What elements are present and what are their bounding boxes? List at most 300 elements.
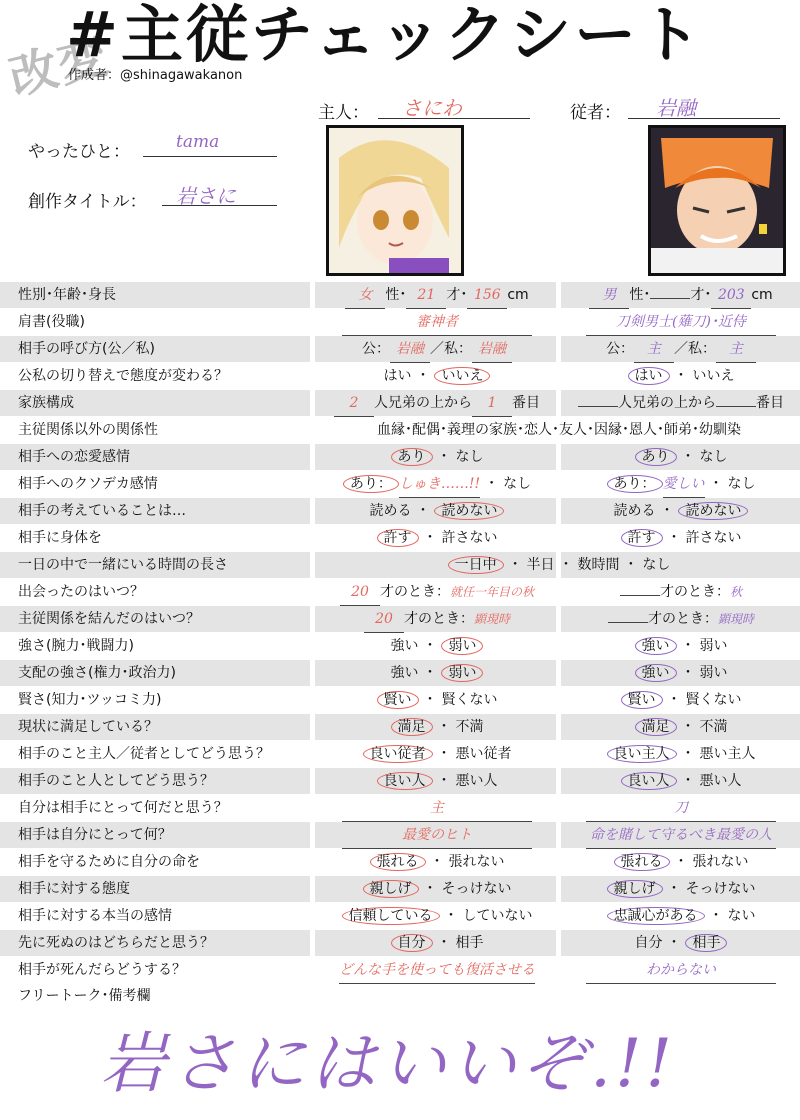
servant-answer — [562, 930, 800, 956]
master-answer — [318, 930, 556, 956]
servant-answer — [562, 822, 800, 848]
option: 自分 — [634, 935, 663, 951]
question-label: 相手を守るために自分の命を — [18, 854, 200, 870]
servant-portrait — [648, 125, 786, 276]
free-talk-label: フリートーク･備考欄 — [18, 988, 151, 1004]
master-answer — [318, 660, 556, 686]
question-label: 相手のこと人としてどう思う？ — [18, 773, 214, 789]
question-label: 支配の強さ(権力･政治力) — [18, 665, 176, 681]
author-credit: 作成者：@shinagawakanon — [68, 68, 243, 83]
answer-text: 性･ — [629, 287, 651, 303]
table-row — [0, 930, 800, 956]
separator-dot: ・ — [437, 773, 451, 789]
column-divider — [556, 336, 561, 362]
answer-text: どんな手を使っても復活させる — [339, 957, 535, 984]
circled-option: 親しげ — [607, 880, 663, 898]
circled-option: 強い — [635, 664, 677, 682]
circled-option: 親しげ — [363, 880, 419, 898]
table-row — [0, 390, 800, 416]
master-answer — [318, 363, 556, 389]
shared-answer — [318, 417, 800, 443]
column-divider — [310, 849, 315, 875]
separator-dot: ・ — [437, 935, 451, 951]
option: 強い — [390, 665, 419, 681]
master-answer — [318, 876, 556, 902]
option: 弱い — [699, 638, 728, 654]
column-divider — [310, 525, 315, 551]
column-divider — [310, 930, 315, 956]
question-label: 公私の切り替えで態度が変わる？ — [18, 368, 228, 384]
master-answer — [318, 498, 556, 524]
table-row — [0, 822, 800, 848]
master-answer — [318, 606, 556, 632]
question-label: 相手へのクソデカ感情 — [18, 476, 158, 492]
master-answer — [318, 444, 556, 470]
servant-answer — [562, 903, 800, 929]
servant-label: 従者： — [570, 103, 621, 123]
servant-answer — [562, 579, 800, 605]
master-answer — [318, 714, 556, 740]
column-divider — [310, 687, 315, 713]
master-answer — [318, 741, 556, 767]
table-row — [0, 741, 800, 767]
sex-value: 女 — [345, 282, 385, 309]
doer-name: tama — [176, 132, 220, 152]
column-divider — [556, 471, 561, 497]
answer-text: 才･ — [690, 287, 712, 303]
note-value: 秋 — [729, 585, 742, 599]
circled-option: 良い人 — [621, 772, 677, 790]
separator-dot: ・ — [430, 854, 444, 870]
servant-underline — [628, 96, 780, 119]
master-answer — [318, 822, 556, 848]
answer-text: cm — [507, 287, 529, 303]
question-label: 強さ(腕力･戦闘力) — [18, 638, 134, 654]
answer-text: 才のとき： — [379, 584, 450, 600]
column-divider — [310, 957, 315, 983]
circled-option: 読めない — [434, 502, 504, 520]
answer-text: 才のとき： — [659, 584, 730, 600]
option: はい — [383, 368, 412, 384]
column-divider — [310, 660, 315, 686]
table-row — [0, 417, 800, 443]
servant-answer — [562, 471, 800, 497]
separator-dot: ・ — [437, 449, 451, 465]
circled-option: はい — [628, 367, 670, 385]
table-row — [0, 606, 800, 632]
column-divider — [556, 876, 561, 902]
servant-answer — [562, 768, 800, 794]
question-label: 性別･年齢･身長 — [18, 287, 116, 303]
column-divider — [556, 633, 561, 659]
question-label: 家族構成 — [18, 395, 74, 411]
servant-answer — [562, 849, 800, 875]
answer-text: 主 — [342, 795, 532, 822]
answer-text: 才･ — [446, 287, 468, 303]
separator-dot: ・ — [667, 692, 681, 708]
column-divider — [556, 795, 561, 821]
table-row — [0, 687, 800, 713]
column-divider — [556, 714, 561, 740]
column-divider — [556, 444, 561, 470]
table-row — [0, 795, 800, 821]
circled-option: あり — [391, 448, 433, 466]
separator-dot: ・ — [437, 719, 451, 735]
question-label: 主従関係以外の関係性 — [18, 422, 158, 438]
question-label: 相手は自分にとって何？ — [18, 827, 172, 843]
separator-dot: ・ — [416, 368, 430, 384]
column-divider — [310, 309, 315, 335]
column-divider — [310, 471, 315, 497]
column-divider — [556, 282, 561, 308]
table-row — [0, 471, 800, 497]
table-row — [0, 660, 800, 686]
answer-text: 刀 — [586, 795, 776, 822]
table-row — [0, 633, 800, 659]
separator-dot: ・ — [681, 638, 695, 654]
column-divider — [310, 579, 315, 605]
work-title-label: 創作タイトル： — [28, 192, 147, 212]
circled-option: 賢い — [377, 691, 419, 709]
column-divider — [556, 930, 561, 956]
separator-dot: ・ — [709, 476, 723, 492]
column-divider — [556, 390, 561, 416]
table-row — [0, 957, 800, 983]
question-label: 相手に身体を — [18, 530, 102, 546]
free-talk-text: 岩さにはいいぞ.!! — [100, 1025, 677, 1102]
servant-answer — [562, 282, 800, 308]
question-label: 相手の呼び方(公／私) — [18, 341, 155, 357]
height-value: 156 — [467, 282, 507, 309]
separator-dot: ・ — [559, 557, 573, 573]
column-divider — [556, 606, 561, 632]
column-divider — [310, 741, 315, 767]
answer-text: 愛しい — [663, 471, 705, 498]
answer-text: 岩融 — [390, 336, 430, 363]
option: 読める — [369, 503, 412, 519]
table-row — [0, 768, 800, 794]
separator-dot: ・ — [681, 449, 695, 465]
option: 悪い主人 — [699, 746, 756, 762]
column-divider — [556, 363, 561, 389]
separator-dot: ・ — [423, 881, 437, 897]
separator-dot: ・ — [484, 476, 499, 492]
separator-dot: ・ — [667, 935, 681, 951]
column-divider — [310, 444, 315, 470]
answer-text: 才のとき： — [403, 611, 474, 627]
servant-answer — [562, 660, 800, 686]
circled-option: 忠誠心がある — [607, 907, 705, 925]
circled-option: 良い従者 — [363, 745, 433, 763]
servant-answer — [562, 309, 800, 335]
servant-answer — [562, 606, 800, 632]
column-divider — [310, 336, 315, 362]
separator-dot: ・ — [709, 908, 723, 924]
master-answer — [318, 687, 556, 713]
column-divider — [310, 876, 315, 902]
servant-answer — [562, 444, 800, 470]
separator-dot: ・ — [681, 746, 695, 762]
separator-dot: ・ — [508, 557, 523, 573]
separator-dot: ・ — [667, 530, 681, 546]
servant-answer — [562, 714, 800, 740]
relation-options: 血縁･配偶･義理の家族･恋人･友人･因縁･恩人･師弟･幼馴染 — [377, 422, 741, 438]
answer-text: 公： — [606, 341, 634, 357]
question-label: 相手に対する本当の感情 — [18, 908, 172, 924]
column-divider — [556, 687, 561, 713]
column-divider — [310, 633, 315, 659]
age-value: 21 — [406, 282, 446, 309]
option: なし — [699, 449, 728, 465]
option: 張れない — [448, 854, 505, 870]
master-portrait — [326, 125, 464, 276]
option: 不満 — [699, 719, 728, 735]
circled-option: 信頼している — [342, 907, 440, 925]
servant-answer — [562, 687, 800, 713]
circled-option: 満足 — [391, 718, 433, 736]
column-divider — [310, 498, 315, 524]
column-divider — [556, 768, 561, 794]
servant-answer — [562, 390, 800, 416]
column-divider — [556, 498, 561, 524]
separator-dot: ・ — [423, 638, 437, 654]
column-divider — [556, 660, 561, 686]
note-value: 就任一年目の秋 — [449, 585, 534, 599]
circled-option: 弱い — [441, 664, 483, 682]
circled-option: 弱い — [441, 637, 483, 655]
master-answer — [318, 309, 556, 335]
master-answer — [318, 336, 556, 362]
separator-dot: ・ — [423, 530, 437, 546]
question-label: 現状に満足している？ — [18, 719, 158, 735]
question-label: 相手の考えていることは… — [18, 503, 186, 519]
option: 強い — [390, 638, 419, 654]
option: そっけない — [441, 881, 512, 897]
master-portrait-image — [329, 128, 461, 273]
option: 賢くない — [441, 692, 498, 708]
option: 許さない — [685, 530, 742, 546]
option: 賢くない — [685, 692, 742, 708]
servant-answer — [562, 876, 800, 902]
answer-text: 1 — [472, 390, 512, 417]
circled-option: 相手 — [685, 934, 727, 952]
separator-dot: ・ — [423, 665, 437, 681]
modified-stamp: 改変 — [3, 27, 115, 107]
servant-answer — [562, 363, 800, 389]
answer-text: 番目 — [512, 395, 540, 411]
note-value: 顕現時 — [717, 612, 754, 626]
question-label: 相手が死んだらどうする？ — [18, 962, 186, 978]
servant-portrait-image — [651, 128, 783, 273]
master-answer — [318, 471, 556, 497]
question-label: 肩書(役職) — [18, 314, 85, 330]
separator-dot: ・ — [681, 719, 695, 735]
answer-text: 刀剣男士(薙刀)･近侍 — [586, 309, 776, 336]
age-value — [650, 298, 690, 299]
option: 悪い人 — [699, 773, 742, 789]
servant-answer — [562, 525, 800, 551]
option: 弱い — [699, 665, 728, 681]
answer-text — [620, 595, 660, 596]
column-divider — [556, 903, 561, 929]
circled-option: いいえ — [434, 367, 490, 385]
question-label: 先に死ぬのはどちらだと思う？ — [18, 935, 214, 951]
separator-dot: ・ — [681, 665, 695, 681]
circled-option: あり： — [343, 475, 399, 493]
column-divider — [556, 741, 561, 767]
option: そっけない — [685, 881, 756, 897]
answer-text — [608, 622, 648, 623]
answer-text: 20 — [364, 606, 404, 633]
separator-dot: ・ — [667, 881, 681, 897]
doer-label: やったひと： — [28, 142, 130, 162]
column-divider — [310, 768, 315, 794]
table-row — [0, 579, 800, 605]
separator-dot: ・ — [416, 503, 430, 519]
option: 読める — [613, 503, 656, 519]
master-answer — [318, 957, 556, 983]
table-row — [0, 444, 800, 470]
height-value: 203 — [711, 282, 751, 309]
sex-value: 男 — [589, 282, 629, 309]
column-divider — [310, 363, 315, 389]
circled-option: 張れる — [370, 853, 426, 871]
separator-dot: ・ — [444, 908, 458, 924]
separator-dot: ・ — [437, 746, 451, 762]
question-label: 相手への恋愛感情 — [18, 449, 130, 465]
question-label: 一日の中で一緒にいる時間の長さ — [18, 557, 228, 573]
separator-dot: ・ — [674, 854, 688, 870]
circled-option: 張れる — [614, 853, 670, 871]
master-answer — [318, 282, 556, 308]
answer-text: 番目 — [756, 395, 784, 411]
answer-text: 公： — [362, 341, 390, 357]
table-row — [0, 309, 800, 335]
circled-option: 良い主人 — [607, 745, 677, 763]
page-title: #主従チェックシート — [66, 0, 705, 71]
servant-answer — [562, 336, 800, 362]
master-label: 主人： — [318, 103, 369, 123]
table-row — [0, 552, 800, 578]
answer-text: ／私： — [430, 341, 472, 357]
column-divider — [310, 822, 315, 848]
column-divider — [310, 714, 315, 740]
circled-option: 許す — [377, 529, 419, 547]
servant-name: 岩融 — [656, 96, 696, 120]
answer-text — [578, 406, 618, 407]
column-divider — [556, 525, 561, 551]
column-divider — [556, 579, 561, 605]
column-divider — [556, 957, 561, 983]
option: 張れない — [692, 854, 749, 870]
separator-dot: ・ — [681, 773, 695, 789]
answer-text: 最愛のヒト — [342, 822, 532, 849]
separator-dot: ・ — [623, 557, 638, 573]
option: 不満 — [455, 719, 484, 735]
answer-text: 人兄弟の上から — [374, 395, 472, 411]
table-row — [0, 498, 800, 524]
servant-answer — [562, 633, 800, 659]
option: 許さない — [441, 530, 498, 546]
answer-text: 性･ — [385, 287, 407, 303]
table-row — [0, 903, 800, 929]
option: なし — [455, 449, 484, 465]
table-row — [0, 876, 800, 902]
separator-dot: ・ — [423, 692, 437, 708]
note-value: 顕現時 — [473, 612, 510, 626]
column-divider — [556, 849, 561, 875]
shared-answer — [318, 552, 800, 578]
answer-text: しゅき……!! — [399, 471, 480, 498]
column-divider — [310, 903, 315, 929]
question-label: 賢さ(知力･ツッコミ力) — [18, 692, 162, 708]
answer-text: 主 — [634, 336, 674, 363]
table-row — [0, 336, 800, 362]
circled-option: 許す — [621, 529, 663, 547]
option: 半日 — [526, 557, 555, 573]
question-label: 出会ったのはいつ？ — [18, 584, 144, 600]
circled-option: 一日中 — [448, 556, 504, 574]
answer-text: cm — [751, 287, 773, 303]
circled-option: 賢い — [621, 691, 663, 709]
option: なし — [642, 557, 671, 573]
master-answer — [318, 390, 556, 416]
separator-dot: ・ — [674, 368, 688, 384]
answer-text: ／私： — [674, 341, 716, 357]
column-divider — [310, 552, 315, 578]
table-row — [0, 525, 800, 551]
circled-option: 読めない — [678, 502, 748, 520]
option: 悪い人 — [455, 773, 498, 789]
option: 悪い従者 — [455, 746, 512, 762]
servant-answer — [562, 498, 800, 524]
table-row — [0, 363, 800, 389]
column-divider — [556, 822, 561, 848]
answer-text — [716, 406, 756, 407]
answer-text: 2 — [334, 390, 374, 417]
master-answer — [318, 579, 556, 605]
circled-option: 自分 — [391, 934, 433, 952]
circled-option: 強い — [635, 637, 677, 655]
work-title: 岩さに — [176, 184, 236, 208]
question-label: 自分は相手にとって何だと思う？ — [18, 800, 228, 816]
question-label: 相手に対する態度 — [18, 881, 130, 897]
question-label: 主従関係を結んだのはいつ？ — [18, 611, 200, 627]
column-divider — [310, 390, 315, 416]
servant-answer — [562, 741, 800, 767]
master-answer — [318, 768, 556, 794]
separator-dot: ・ — [660, 503, 674, 519]
answer-text: 主 — [716, 336, 756, 363]
option: 相手 — [455, 935, 484, 951]
answer-text: なし — [503, 476, 532, 492]
table-row — [0, 714, 800, 740]
column-divider — [310, 417, 315, 443]
circled-option: 良い人 — [377, 772, 433, 790]
master-answer — [318, 795, 556, 821]
servant-answer — [562, 795, 800, 821]
option: ない — [727, 908, 756, 924]
master-answer — [318, 525, 556, 551]
master-answer — [318, 849, 556, 875]
master-answer — [318, 633, 556, 659]
column-divider — [310, 282, 315, 308]
master-answer — [318, 903, 556, 929]
answer-text: わからない — [586, 957, 776, 984]
answer-text: 命を賭して守るべき最愛の人 — [586, 822, 776, 849]
column-divider — [556, 309, 561, 335]
table-row — [0, 282, 800, 308]
